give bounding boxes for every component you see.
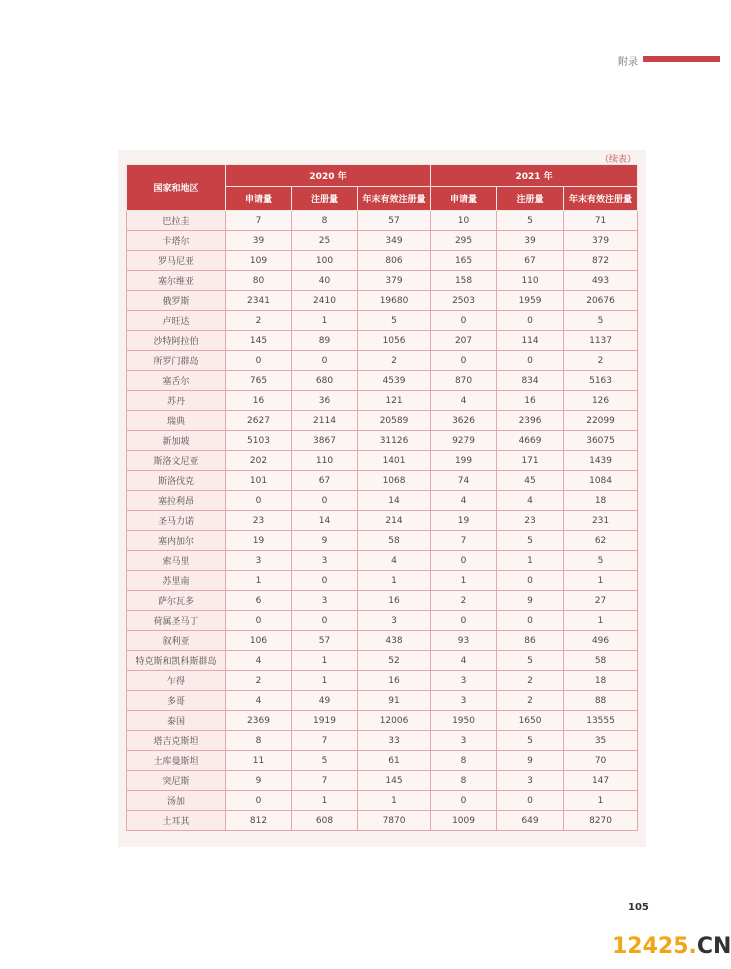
value-cell: 1 — [497, 551, 564, 571]
value-cell: 16 — [358, 591, 431, 611]
country-cell: 塞内加尔 — [127, 531, 226, 551]
value-cell: 2369 — [226, 711, 292, 731]
country-cell: 圣马力诺 — [127, 511, 226, 531]
table-row — [127, 271, 638, 291]
value-cell: 126 — [564, 391, 638, 411]
value-cell: 31126 — [358, 431, 431, 451]
value-cell: 0 — [292, 611, 358, 631]
country-cell: 苏里南 — [127, 571, 226, 591]
column-header: 注册量 — [292, 187, 358, 211]
country-cell: 卢旺达 — [127, 311, 226, 331]
country-cell: 泰国 — [127, 711, 226, 731]
value-cell: 7870 — [358, 811, 431, 831]
country-cell: 俄罗斯 — [127, 291, 226, 311]
value-cell: 3 — [226, 551, 292, 571]
table-row — [127, 391, 638, 411]
value-cell: 1 — [358, 571, 431, 591]
value-cell: 23 — [497, 511, 564, 531]
table-row — [127, 631, 638, 651]
value-cell: 680 — [292, 371, 358, 391]
value-cell: 1137 — [564, 331, 638, 351]
value-cell: 11 — [226, 751, 292, 771]
country-cell: 特克斯和凯科斯群岛 — [127, 651, 226, 671]
value-cell: 5163 — [564, 371, 638, 391]
value-cell: 5 — [497, 531, 564, 551]
value-cell: 18 — [564, 491, 638, 511]
table-row — [127, 491, 638, 511]
table-row — [127, 551, 638, 571]
country-cell: 塞舌尔 — [127, 371, 226, 391]
value-cell: 4669 — [497, 431, 564, 451]
country-cell: 土库曼斯坦 — [127, 751, 226, 771]
value-cell: 806 — [358, 251, 431, 271]
value-cell: 4 — [226, 651, 292, 671]
year-2020-header: 2020 年 — [226, 165, 431, 187]
value-cell: 0 — [226, 491, 292, 511]
value-cell: 2396 — [497, 411, 564, 431]
value-cell: 110 — [497, 271, 564, 291]
value-cell: 1439 — [564, 451, 638, 471]
value-cell: 16 — [497, 391, 564, 411]
value-cell: 39 — [226, 231, 292, 251]
value-cell: 19680 — [358, 291, 431, 311]
value-cell: 379 — [564, 231, 638, 251]
year-2021-header: 2021 年 — [431, 165, 638, 187]
value-cell: 295 — [431, 231, 497, 251]
table-row — [127, 711, 638, 731]
value-cell: 3 — [497, 771, 564, 791]
table-row — [127, 651, 638, 671]
column-header: 注册量 — [497, 187, 564, 211]
table-row — [127, 811, 638, 831]
table-row — [127, 291, 638, 311]
value-cell: 58 — [358, 531, 431, 551]
watermark-number: 12425 — [612, 934, 689, 959]
value-cell: 2 — [226, 671, 292, 691]
value-cell: 35 — [564, 731, 638, 751]
value-cell: 870 — [431, 371, 497, 391]
country-cell: 苏丹 — [127, 391, 226, 411]
country-cell: 汤加 — [127, 791, 226, 811]
value-cell: 49 — [292, 691, 358, 711]
year-header-row — [127, 165, 638, 187]
value-cell: 9 — [226, 771, 292, 791]
value-cell: 5 — [358, 311, 431, 331]
value-cell: 2 — [497, 691, 564, 711]
table-row — [127, 451, 638, 471]
value-cell: 1068 — [358, 471, 431, 491]
table-row — [127, 211, 638, 231]
value-cell: 1 — [226, 571, 292, 591]
value-cell: 834 — [497, 371, 564, 391]
value-cell: 45 — [497, 471, 564, 491]
value-cell: 0 — [497, 611, 564, 631]
table-row — [127, 791, 638, 811]
country-cell: 斯洛伐克 — [127, 471, 226, 491]
value-cell: 158 — [431, 271, 497, 291]
value-cell: 109 — [226, 251, 292, 271]
country-cell: 荷属圣马丁 — [127, 611, 226, 631]
value-cell: 61 — [358, 751, 431, 771]
value-cell: 2410 — [292, 291, 358, 311]
value-cell: 9 — [497, 591, 564, 611]
column-header: 年末有效注册量 — [564, 187, 638, 211]
country-cell: 多哥 — [127, 691, 226, 711]
value-cell: 1950 — [431, 711, 497, 731]
continued-note: （续表） — [599, 155, 636, 165]
value-cell: 0 — [292, 571, 358, 591]
value-cell: 18 — [564, 671, 638, 691]
value-cell: 9 — [292, 531, 358, 551]
value-cell: 1959 — [497, 291, 564, 311]
value-cell: 1 — [358, 791, 431, 811]
table-row — [127, 351, 638, 371]
value-cell: 5 — [497, 651, 564, 671]
country-cell: 叙利亚 — [127, 631, 226, 651]
value-cell: 0 — [497, 351, 564, 371]
value-cell: 1401 — [358, 451, 431, 471]
value-cell: 71 — [564, 211, 638, 231]
value-cell: 9279 — [431, 431, 497, 451]
value-cell: 379 — [358, 271, 431, 291]
value-cell: 765 — [226, 371, 292, 391]
country-cell: 斯洛文尼亚 — [127, 451, 226, 471]
value-cell: 231 — [564, 511, 638, 531]
value-cell: 16 — [226, 391, 292, 411]
value-cell: 88 — [564, 691, 638, 711]
value-cell: 70 — [564, 751, 638, 771]
table-row — [127, 611, 638, 631]
table-row — [127, 771, 638, 791]
table-row — [127, 371, 638, 391]
value-cell: 8 — [292, 211, 358, 231]
value-cell: 1 — [292, 311, 358, 331]
value-cell: 23 — [226, 511, 292, 531]
value-cell: 3 — [358, 611, 431, 631]
value-cell: 1009 — [431, 811, 497, 831]
table-row — [127, 531, 638, 551]
value-cell: 2 — [564, 351, 638, 371]
table-row — [127, 431, 638, 451]
value-cell: 3626 — [431, 411, 497, 431]
country-cell: 新加坡 — [127, 431, 226, 451]
value-cell: 36075 — [564, 431, 638, 451]
value-cell: 3 — [431, 671, 497, 691]
value-cell: 7 — [292, 771, 358, 791]
value-cell: 207 — [431, 331, 497, 351]
value-cell: 110 — [292, 451, 358, 471]
value-cell: 3 — [431, 691, 497, 711]
country-cell: 土耳其 — [127, 811, 226, 831]
column-header: 申请量 — [226, 187, 292, 211]
page-number: 105 — [628, 902, 649, 913]
value-cell: 2503 — [431, 291, 497, 311]
value-cell: 812 — [226, 811, 292, 831]
country-cell: 沙特阿拉伯 — [127, 331, 226, 351]
value-cell: 5 — [564, 551, 638, 571]
value-cell: 1 — [292, 791, 358, 811]
value-cell: 13555 — [564, 711, 638, 731]
table-row — [127, 571, 638, 591]
value-cell: 0 — [292, 491, 358, 511]
watermark-dot: . — [688, 934, 697, 959]
value-cell: 872 — [564, 251, 638, 271]
section-accent-bar — [643, 56, 720, 62]
value-cell: 5103 — [226, 431, 292, 451]
country-cell: 卡塔尔 — [127, 231, 226, 251]
value-cell: 7 — [292, 731, 358, 751]
value-cell: 8 — [226, 731, 292, 751]
value-cell: 1 — [431, 571, 497, 591]
table-row — [127, 411, 638, 431]
value-cell: 4 — [431, 651, 497, 671]
value-cell: 52 — [358, 651, 431, 671]
table-row — [127, 311, 638, 331]
country-cell: 索马里 — [127, 551, 226, 571]
country-cell: 瑞典 — [127, 411, 226, 431]
table-body — [127, 211, 638, 831]
value-cell: 114 — [497, 331, 564, 351]
value-cell: 62 — [564, 531, 638, 551]
value-cell: 214 — [358, 511, 431, 531]
value-cell: 1919 — [292, 711, 358, 731]
value-cell: 106 — [226, 631, 292, 651]
value-cell: 1 — [564, 611, 638, 631]
value-cell: 145 — [358, 771, 431, 791]
country-cell: 塔吉克斯坦 — [127, 731, 226, 751]
table-row — [127, 671, 638, 691]
country-column-header: 国家和地区 — [127, 165, 226, 211]
value-cell: 349 — [358, 231, 431, 251]
value-cell: 20676 — [564, 291, 638, 311]
value-cell: 14 — [358, 491, 431, 511]
value-cell: 91 — [358, 691, 431, 711]
value-cell: 10 — [431, 211, 497, 231]
value-cell: 25 — [292, 231, 358, 251]
table-row — [127, 231, 638, 251]
value-cell: 199 — [431, 451, 497, 471]
value-cell: 5 — [292, 751, 358, 771]
column-header: 申请量 — [431, 187, 497, 211]
value-cell: 145 — [226, 331, 292, 351]
value-cell: 22099 — [564, 411, 638, 431]
value-cell: 3867 — [292, 431, 358, 451]
value-cell: 12006 — [358, 711, 431, 731]
value-cell: 7 — [226, 211, 292, 231]
value-cell: 2627 — [226, 411, 292, 431]
country-cell: 乍得 — [127, 671, 226, 691]
value-cell: 2 — [226, 311, 292, 331]
watermark-suffix: CN — [696, 934, 731, 959]
value-cell: 608 — [292, 811, 358, 831]
value-cell: 165 — [431, 251, 497, 271]
value-cell: 2341 — [226, 291, 292, 311]
value-cell: 4 — [497, 491, 564, 511]
value-cell: 0 — [226, 611, 292, 631]
value-cell: 0 — [292, 351, 358, 371]
value-cell: 3 — [292, 591, 358, 611]
value-cell: 1 — [292, 651, 358, 671]
value-cell: 2 — [431, 591, 497, 611]
value-cell: 1 — [564, 571, 638, 591]
value-cell: 57 — [358, 211, 431, 231]
value-cell: 496 — [564, 631, 638, 651]
value-cell: 0 — [431, 311, 497, 331]
value-cell: 57 — [292, 631, 358, 651]
value-cell: 33 — [358, 731, 431, 751]
section-label: 附录 — [618, 57, 638, 68]
value-cell: 3 — [292, 551, 358, 571]
value-cell: 0 — [431, 351, 497, 371]
value-cell: 36 — [292, 391, 358, 411]
value-cell: 67 — [292, 471, 358, 491]
value-cell: 58 — [564, 651, 638, 671]
value-cell: 86 — [497, 631, 564, 651]
table-row — [127, 731, 638, 751]
value-cell: 649 — [497, 811, 564, 831]
site-watermark-logo — [612, 934, 731, 959]
value-cell: 89 — [292, 331, 358, 351]
value-cell: 0 — [226, 351, 292, 371]
value-cell: 20589 — [358, 411, 431, 431]
table-row — [127, 471, 638, 491]
trademark-statistics-table — [126, 164, 638, 831]
value-cell: 4 — [431, 491, 497, 511]
value-cell: 0 — [497, 311, 564, 331]
value-cell: 93 — [431, 631, 497, 651]
value-cell: 4539 — [358, 371, 431, 391]
value-cell: 1084 — [564, 471, 638, 491]
column-header: 年末有效注册量 — [358, 187, 431, 211]
value-cell: 100 — [292, 251, 358, 271]
value-cell: 8 — [431, 751, 497, 771]
value-cell: 0 — [431, 611, 497, 631]
value-cell: 8 — [431, 771, 497, 791]
value-cell: 4 — [358, 551, 431, 571]
value-cell: 5 — [497, 211, 564, 231]
table-row — [127, 251, 638, 271]
value-cell: 0 — [431, 551, 497, 571]
country-cell: 突尼斯 — [127, 771, 226, 791]
value-cell: 16 — [358, 671, 431, 691]
table-row — [127, 691, 638, 711]
value-cell: 121 — [358, 391, 431, 411]
country-cell: 所罗门群岛 — [127, 351, 226, 371]
value-cell: 0 — [497, 571, 564, 591]
value-cell: 4 — [226, 691, 292, 711]
value-cell: 3 — [431, 731, 497, 751]
value-cell: 0 — [431, 791, 497, 811]
value-cell: 19 — [226, 531, 292, 551]
value-cell: 2 — [358, 351, 431, 371]
value-cell: 8270 — [564, 811, 638, 831]
value-cell: 2 — [497, 671, 564, 691]
value-cell: 101 — [226, 471, 292, 491]
country-cell: 罗马尼亚 — [127, 251, 226, 271]
value-cell: 27 — [564, 591, 638, 611]
value-cell: 14 — [292, 511, 358, 531]
value-cell: 1 — [292, 671, 358, 691]
value-cell: 1 — [564, 791, 638, 811]
value-cell: 4 — [431, 391, 497, 411]
value-cell: 9 — [497, 751, 564, 771]
country-cell: 塞尔维亚 — [127, 271, 226, 291]
value-cell: 438 — [358, 631, 431, 651]
value-cell: 1650 — [497, 711, 564, 731]
value-cell: 147 — [564, 771, 638, 791]
value-cell: 5 — [564, 311, 638, 331]
table-row — [127, 591, 638, 611]
value-cell: 74 — [431, 471, 497, 491]
value-cell: 493 — [564, 271, 638, 291]
country-cell: 塞拉利昂 — [127, 491, 226, 511]
value-cell: 40 — [292, 271, 358, 291]
value-cell: 2114 — [292, 411, 358, 431]
value-cell: 171 — [497, 451, 564, 471]
value-cell: 39 — [497, 231, 564, 251]
value-cell: 7 — [431, 531, 497, 551]
value-cell: 202 — [226, 451, 292, 471]
value-cell: 67 — [497, 251, 564, 271]
value-cell: 0 — [226, 791, 292, 811]
value-cell: 6 — [226, 591, 292, 611]
table-row — [127, 331, 638, 351]
value-cell: 5 — [497, 731, 564, 751]
country-cell: 萨尔瓦多 — [127, 591, 226, 611]
value-cell: 1056 — [358, 331, 431, 351]
value-cell: 0 — [497, 791, 564, 811]
value-cell: 19 — [431, 511, 497, 531]
table-row — [127, 511, 638, 531]
value-cell: 80 — [226, 271, 292, 291]
country-cell: 巴拉圭 — [127, 211, 226, 231]
table-row — [127, 751, 638, 771]
